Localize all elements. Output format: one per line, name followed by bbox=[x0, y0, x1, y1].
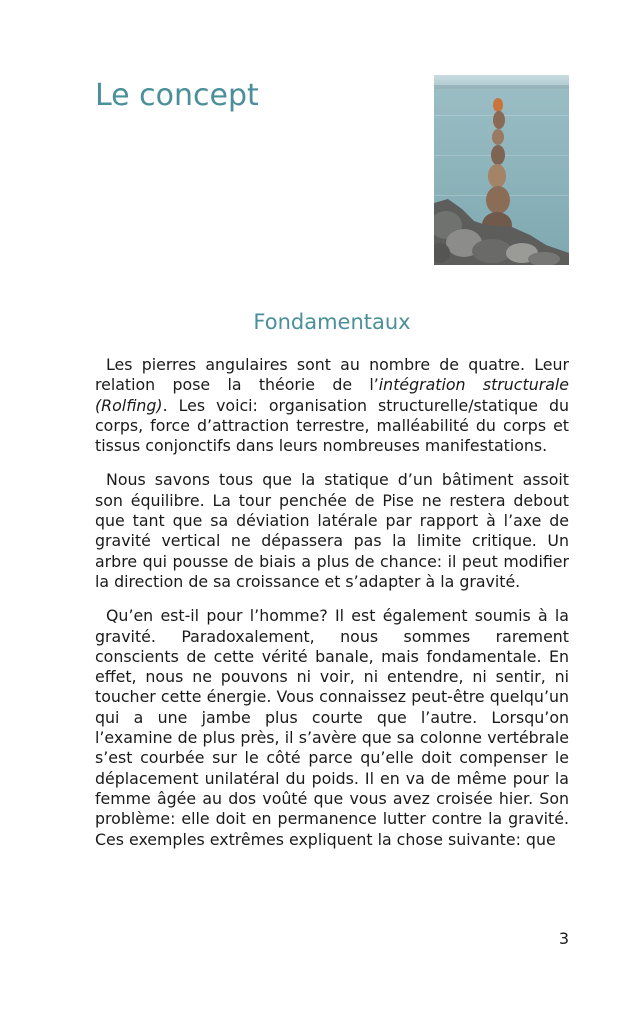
section-heading: Fondamentaux bbox=[253, 310, 411, 334]
page-title: Le concept bbox=[95, 78, 259, 113]
body-text bbox=[95, 355, 569, 864]
paragraph-3: Qu’en est-il pour l’homme? Il est également soumis à la gravité. Paradoxalement, nous sommes rarement conscients de cette vérité banale, mais fondamentale. En effet, nous ne pouvons ni voir, ni entendre, ni sentir, ni toucher cette énergie. Vous connaissez peut-être quelqu’un qui a une jambe plus courte que l’autre. Lorsqu’on l’examine de plus près, il s’avère que sa colonne vertébrale s’est courbée sur le côté parce qu’elle doit compenser le déplacement unilatéral du poids. Il en va de même pour la femme âgée au dos voûté que vous avez croisée hier. Son problème: elle doit en permanence lutter contre la gravité. Ces exemples extrêmes expliquent la chose suivante: que bbox=[95, 606, 569, 849]
paragraph-1: Les pierres angulaires sont au nombre de quatre. Leur relation pose la théorie de l’intégration structurale (Rolfing). Les voici: organisation structurelle/statique du corps, force d’attraction terrestre, malléabilité du corps et tissus conjonctifs dans leurs nombreuses manifestations. bbox=[95, 355, 569, 456]
stacked-stones-photo bbox=[434, 75, 569, 265]
page-number: 3 bbox=[558, 929, 569, 948]
paragraph-2: Nous savons tous que la statique d’un bâtiment assoit son équilibre. La tour penchée de Pise ne restera debout que tant que sa déviation latérale par rapport à l’axe de gravité vertical ne dépassera pas la limite critique. Un arbre qui pousse de biais a plus de chance: il peut modifier la direction de sa croissance et s’adapter à la gravité. bbox=[95, 470, 569, 591]
